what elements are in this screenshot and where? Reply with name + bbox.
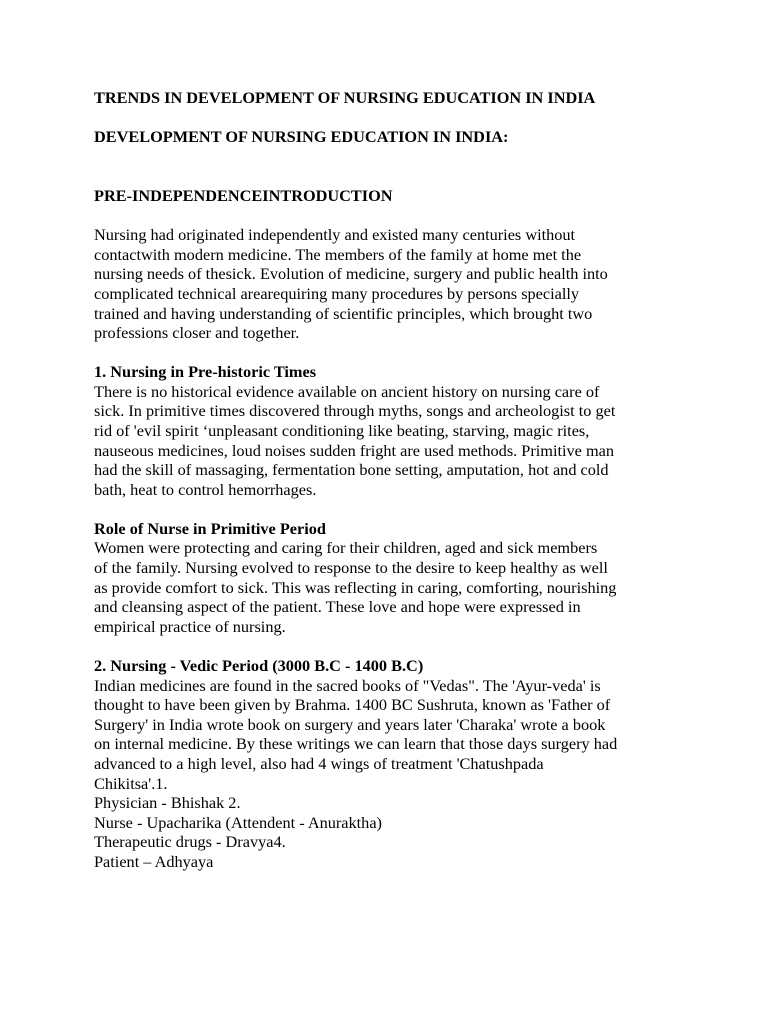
section-1-line: rid of 'evil spirit ‘unpleasant conditioning like beating, starving, magic rites,	[94, 421, 590, 440]
section-3-line: Indian medicines are found in the sacred books of "Vedas". The 'Ayur-veda' is	[94, 676, 601, 695]
section-1-line: nauseous medicines, loud noises sudden fright are used methods. Primitive man	[94, 441, 615, 460]
section-2-heading: Role of Nurse in Primitive Period	[94, 519, 326, 538]
section-1-line: There is no historical evidence available on ancient history on nursing care of	[94, 382, 600, 401]
intro-line: contactwith modern medicine. The members of the family at home met the	[94, 245, 582, 264]
section-heading: PRE-INDEPENDENCEINTRODUCTION	[94, 186, 393, 205]
section-3-line: Chikitsa'.1.	[94, 774, 168, 793]
section-3-heading: 2. Nursing - Vedic Period (3000 B.C - 1400 B.C)	[94, 656, 424, 675]
section-1-line: sick. In primitive times discovered through myths, songs and archeologist to get	[94, 401, 616, 420]
document-title: TRENDS IN DEVELOPMENT OF NURSING EDUCATION IN INDIA	[94, 88, 596, 107]
section-3-line: Physician - Bhishak 2.	[94, 793, 241, 812]
section-2-line: Women were protecting and caring for their children, aged and sick members	[94, 538, 598, 557]
section-3-line: Surgery' in India wrote book on surgery and years later 'Charaka' wrote a book	[94, 715, 606, 734]
section-3-line: Patient – Adhyaya	[94, 852, 214, 871]
section-2-line: empirical practice of nursing.	[94, 617, 286, 636]
section-2-line: as provide comfort to sick. This was reflecting in caring, comforting, nourishing	[94, 578, 617, 597]
section-1-line: had the skill of massaging, fermentation bone setting, amputation, hot and cold	[94, 460, 609, 479]
document-subtitle: DEVELOPMENT OF NURSING EDUCATION IN INDIA:	[94, 127, 509, 146]
section-3-line: thought to have been given by Brahma. 1400 BC Sushruta, known as 'Father of	[94, 695, 611, 714]
section-1-heading: 1. Nursing in Pre-historic Times	[94, 362, 317, 381]
section-3-line: on internal medicine. By these writings we can learn that those days surgery had	[94, 734, 618, 753]
section-3-line: advanced to a high level, also had 4 wings of treatment 'Chatushpada	[94, 754, 544, 773]
section-3-line: Therapeutic drugs - Dravya4.	[94, 832, 286, 851]
section-2-line: of the family. Nursing evolved to response to the desire to keep healthy as well	[94, 558, 608, 577]
intro-line: trained and having understanding of scientific principles, which brought two	[94, 304, 593, 323]
intro-line: Nursing had originated independently and existed many centuries without	[94, 225, 576, 244]
intro-line: complicated technical arearequiring many procedures by persons specially	[94, 284, 580, 303]
section-1-line: bath, heat to control hemorrhages.	[94, 480, 317, 499]
section-3-line: Nurse - Upacharika (Attendent - Anuraktha)	[94, 813, 382, 832]
section-2-line: and cleansing aspect of the patient. These love and hope were expressed in	[94, 597, 581, 616]
intro-line: professions closer and together.	[94, 323, 300, 342]
intro-line: nursing needs of thesick. Evolution of medicine, surgery and public health into	[94, 264, 608, 283]
